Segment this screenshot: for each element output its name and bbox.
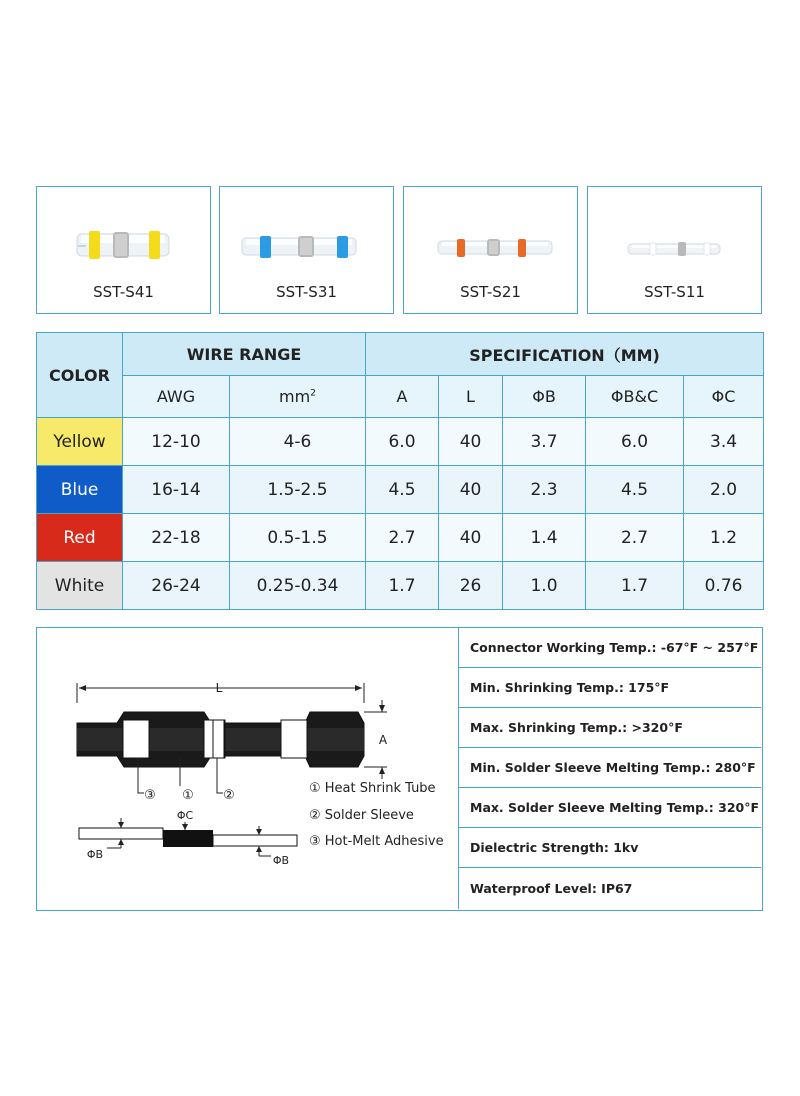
a-cell: 4.5 [366,466,439,514]
property-dielectric-strength: Dielectric Strength: 1kv [459,828,761,868]
property-waterproof-level: Waterproof Level: IP67 [470,881,633,896]
table-row [37,514,764,562]
a-cell: 2.7 [366,514,439,562]
l-cell: 40 [439,466,503,514]
awg-header: AWG [123,376,230,418]
phib-cell: 1.0 [503,562,586,610]
phib-cell: 1.4 [503,514,586,562]
phic-cell: 3.4 [684,418,764,466]
marker-2-label: ② [223,788,235,803]
marker-3-label: ③ [144,788,156,803]
connector-image-s21 [404,187,576,277]
properties-list [459,628,761,909]
legend-hot-melt-adhesive: ③ Hot-Melt Adhesive [309,834,444,849]
property-min-solder-melting-temp: Min. Solder Sleeve Melting Temp.: 280°F [459,748,761,788]
phibc-cell: 4.5 [586,466,684,514]
color-cell: White [37,562,123,610]
l-cell: 40 [439,514,503,562]
dim-label-phib-left: ΦB [86,848,104,861]
a-header: A [366,376,439,418]
details-panel [36,627,763,911]
phic-cell: 0.76 [684,562,764,610]
wire-range-header: WIRE RANGE [123,333,366,376]
l-header: L [439,376,503,418]
connector-drawing [37,628,458,909]
product-card-s21 [403,186,578,314]
phibc-cell: 6.0 [586,418,684,466]
product-card-s41 [36,186,211,314]
table-row [37,418,764,466]
phib-cell: 2.3 [503,466,586,514]
dim-label-a: A [378,733,388,747]
dim-label-l: L [215,681,223,695]
legend-heat-shrink-tube: ① Heat Shrink Tube [309,781,436,796]
dim-label-phib-right: ΦB [272,854,290,867]
awg-cell: 12-10 [123,418,230,466]
phib-cell: 3.7 [503,418,586,466]
property-max-shrinking-temp: Max. Shrinking Temp.: >320°F [459,708,761,748]
phibc-cell: 1.7 [586,562,684,610]
marker-1-label: ① [182,788,194,803]
connector-image-s11 [588,187,760,277]
product-model: SST-S41 [93,283,154,301]
mm2-cell: 0.5-1.5 [230,514,366,562]
connector-image-s41 [37,187,209,277]
legend-solder-sleeve: ② Solder Sleeve [309,808,414,823]
product-card-s11 [587,186,762,314]
mm2-cell: 1.5-2.5 [230,466,366,514]
phibc-header: ΦB&C [586,376,684,418]
property-working-temp: Connector Working Temp.: -67°F ~ 257°F [459,628,761,668]
awg-cell: 26-24 [123,562,230,610]
l-cell: 26 [439,562,503,610]
specification-header: SPECIFICATION（MM) [366,333,764,376]
dim-label-phic: ΦC [176,809,194,822]
color-header: COLOR [37,333,123,418]
color-cell: Blue [37,466,123,514]
a-cell: 6.0 [366,418,439,466]
mm2-cell: 4-6 [230,418,366,466]
connector-image-s31 [220,187,392,277]
phibc-cell: 2.7 [586,514,684,562]
phic-header: ΦC [684,376,764,418]
l-cell: 40 [439,418,503,466]
phic-cell: 1.2 [684,514,764,562]
product-model: SST-S21 [460,283,521,301]
product-model: SST-S31 [276,283,337,301]
product-card-s31 [219,186,394,314]
product-model: SST-S11 [644,283,705,301]
table-row [37,562,764,610]
property-max-solder-melting-temp: Max. Solder Sleeve Melting Temp.: 320°F [459,788,761,828]
phib-header: ΦB [503,376,586,418]
connector-diagram [37,628,459,909]
awg-cell: 22-18 [123,514,230,562]
color-cell: Yellow [37,418,123,466]
mm2-header: $mm^2$ [230,376,366,418]
table-row [37,466,764,514]
property-min-shrinking-temp: Min. Shrinking Temp.: 175°F [459,668,761,708]
awg-cell: 16-14 [123,466,230,514]
color-cell: Red [37,514,123,562]
mm2-cell: 0.25-0.34 [230,562,366,610]
a-cell: 1.7 [366,562,439,610]
specification-table [36,332,764,610]
phic-cell: 2.0 [684,466,764,514]
